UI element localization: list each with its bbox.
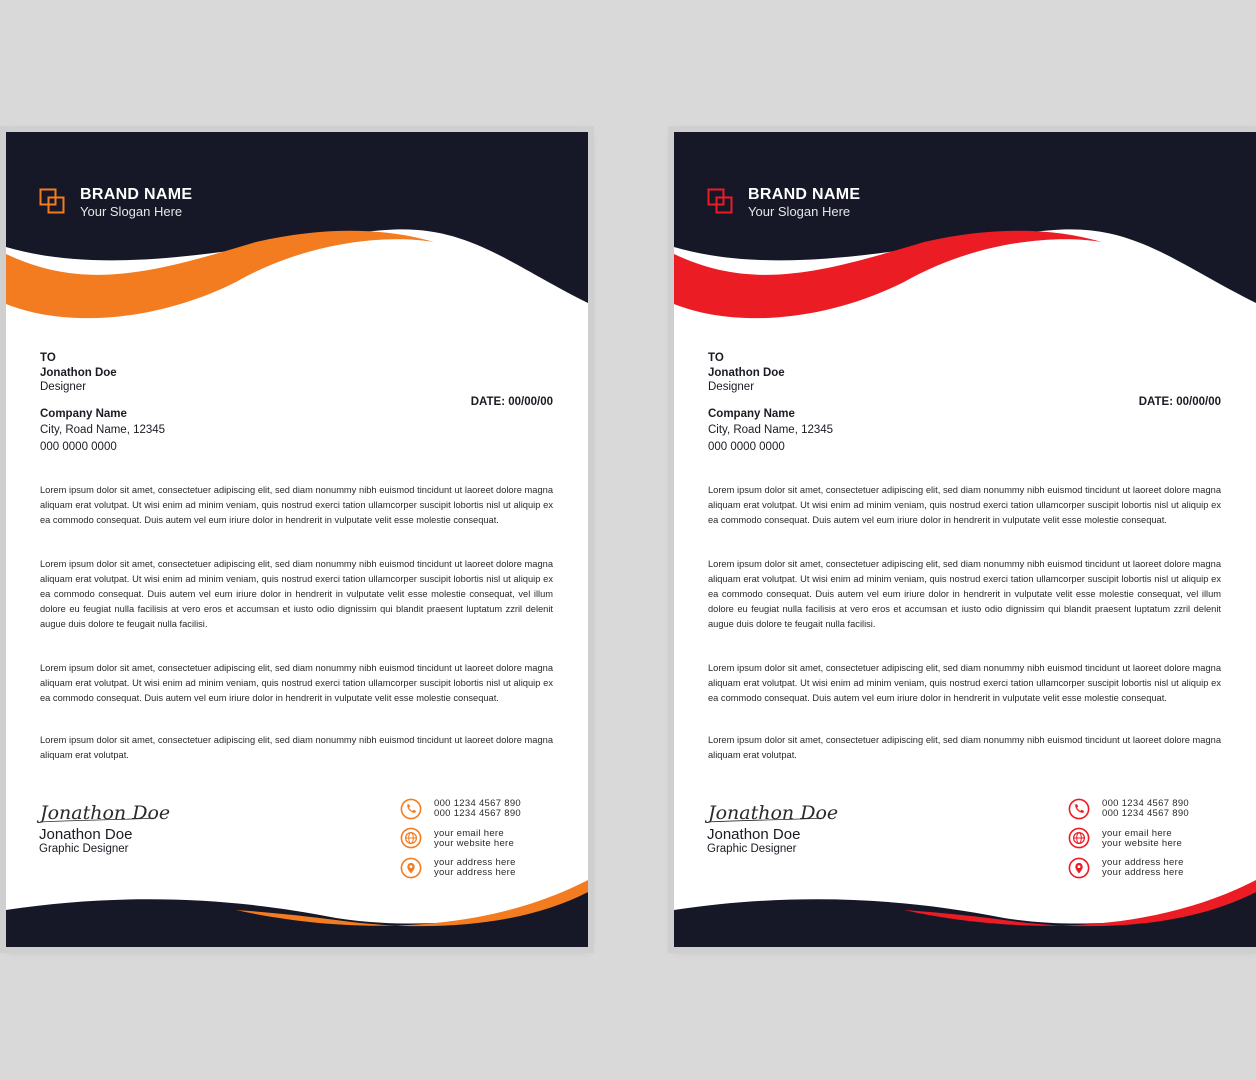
- signer-name: Jonathon Doe: [707, 826, 801, 843]
- letterhead-red: [674, 132, 1256, 947]
- letterhead-orange: [6, 132, 588, 947]
- signer-title: Graphic Designer: [39, 843, 129, 855]
- brand-name: BRAND NAME: [80, 186, 193, 203]
- contact-phone-text: 000 1234 4567 890 000 1234 4567 890: [434, 798, 521, 819]
- location-pin-icon: [1068, 857, 1090, 879]
- overlapping-squares-logo-icon: [707, 188, 733, 214]
- contact-web-text: your email here your website here: [434, 828, 515, 849]
- company-name: Company Name: [708, 408, 795, 420]
- body-paragraph: Lorem ipsum dolor sit amet, consectetuer adipiscing elit, sed diam nonummy nibh euismod tincidunt ut laoreet dolore magna aliquam erat volutpat. Ut wisi enim ad minim veniam, quis nostrud exerci tation ullamcorper suscipit lobortis nisl ut aliquip ex ea commodo consequat. Duis autem vel eum iriure dolor in hendrerit in vulputate velit esse molestie consequat.: [708, 663, 1221, 703]
- recipient-name: Jonathon Doe: [708, 367, 785, 379]
- to-label: TO: [708, 352, 724, 364]
- handwritten-signature: [38, 795, 171, 827]
- company-phone: 000 0000 0000: [708, 441, 785, 453]
- body-paragraph: Lorem ipsum dolor sit amet, consectetuer adipiscing elit, sed diam nonummy nibh euismod tincidunt ut laoreet dolore magna aliquam erat volutpat. Ut wisi enim ad minim veniam, quis nostrud exerci tation ullamcorper suscipit lobortis nisl ut aliquip ex ea commodo consequat. Duis autem vel eum iriure dolor in hendrerit in vulputate velit esse molestie consequat, vel illum dolore eu feugiat nulla facilisis at vero eros et accumsan et iusto odio dignissim qui blandit praesent luptatum zzril delenit augue duis dolore te feugait nulla facilisi.: [708, 559, 1221, 629]
- to-label: TO: [40, 352, 56, 364]
- brand-slogan: Your Slogan Here: [748, 204, 851, 219]
- globe-icon: [400, 827, 422, 849]
- body-paragraph: Lorem ipsum dolor sit amet, consectetuer adipiscing elit, sed diam nonummy nibh euismod tincidunt ut laoreet dolore magna aliquam erat volutpat.: [40, 735, 553, 760]
- overlapping-squares-logo-icon: [39, 188, 65, 214]
- company-address: City, Road Name, 12345: [708, 424, 834, 436]
- phone-icon: [1068, 798, 1090, 820]
- brand-slogan: Your Slogan Here: [80, 204, 183, 219]
- svg-text:Jonathon Doe: Jonathon Doe: [708, 802, 839, 824]
- signer-name: Jonathon Doe: [39, 826, 133, 843]
- recipient-role: Designer: [40, 381, 87, 393]
- body-paragraph: Lorem ipsum dolor sit amet, consectetuer adipiscing elit, sed diam nonummy nibh euismod tincidunt ut laoreet dolore magna aliquam erat volutpat. Ut wisi enim ad minim veniam, quis nostrud exerci tation ullamcorper suscipit lobortis nisl ut aliquip ex ea commodo consequat. Duis autem vel eum iriure dolor in hendrerit in vulputate velit esse molestie consequat.: [708, 485, 1221, 525]
- contact-phone-text: 000 1234 4567 890 000 1234 4567 890: [1102, 798, 1189, 819]
- body-paragraph: Lorem ipsum dolor sit amet, consectetuer adipiscing elit, sed diam nonummy nibh euismod tincidunt ut laoreet dolore magna aliquam erat volutpat. Ut wisi enim ad minim veniam, quis nostrud exerci tation ullamcorper suscipit lobortis nisl ut aliquip ex ea commodo consequat. Duis autem vel eum iriure dolor in hendrerit in vulputate velit esse molestie consequat, vel illum dolore eu feugiat nulla facilisis at vero eros et accumsan et iusto odio dignissim qui blandit praesent luptatum zzril delenit augue duis dolore te feugait nulla facilisi.: [40, 559, 553, 629]
- company-name: Company Name: [40, 408, 127, 420]
- letter-date: DATE: 00/00/00: [1138, 396, 1221, 408]
- handwritten-signature: [706, 795, 839, 827]
- location-pin-icon: [400, 857, 422, 879]
- company-address: City, Road Name, 12345: [40, 424, 166, 436]
- brand-name: BRAND NAME: [748, 186, 861, 203]
- phone-icon: [400, 798, 422, 820]
- body-paragraph: Lorem ipsum dolor sit amet, consectetuer adipiscing elit, sed diam nonummy nibh euismod tincidunt ut laoreet dolore magna aliquam erat volutpat. Ut wisi enim ad minim veniam, quis nostrud exerci tation ullamcorper suscipit lobortis nisl ut aliquip ex ea commodo consequat. Duis autem vel eum iriure dolor in hendrerit in vulputate velit esse molestie consequat.: [40, 485, 553, 525]
- contact-address-text: your address here your address here: [1102, 857, 1184, 878]
- body-paragraph: Lorem ipsum dolor sit amet, consectetuer adipiscing elit, sed diam nonummy nibh euismod tincidunt ut laoreet dolore magna aliquam erat volutpat.: [708, 735, 1221, 760]
- signer-title: Graphic Designer: [707, 843, 797, 855]
- body-paragraph: Lorem ipsum dolor sit amet, consectetuer adipiscing elit, sed diam nonummy nibh euismod tincidunt ut laoreet dolore magna aliquam erat volutpat. Ut wisi enim ad minim veniam, quis nostrud exerci tation ullamcorper suscipit lobortis nisl ut aliquip ex ea commodo consequat. Duis autem vel eum iriure dolor in hendrerit in vulputate velit esse molestie consequat.: [40, 663, 553, 703]
- recipient-name: Jonathon Doe: [40, 367, 117, 379]
- contact-web-text: your email here your website here: [1102, 828, 1183, 849]
- globe-icon: [1068, 827, 1090, 849]
- letter-date: DATE: 00/00/00: [470, 396, 553, 408]
- svg-text:Jonathon Doe: Jonathon Doe: [40, 802, 171, 824]
- company-phone: 000 0000 0000: [40, 441, 117, 453]
- contact-address-text: your address here your address here: [434, 857, 516, 878]
- recipient-role: Designer: [708, 381, 755, 393]
